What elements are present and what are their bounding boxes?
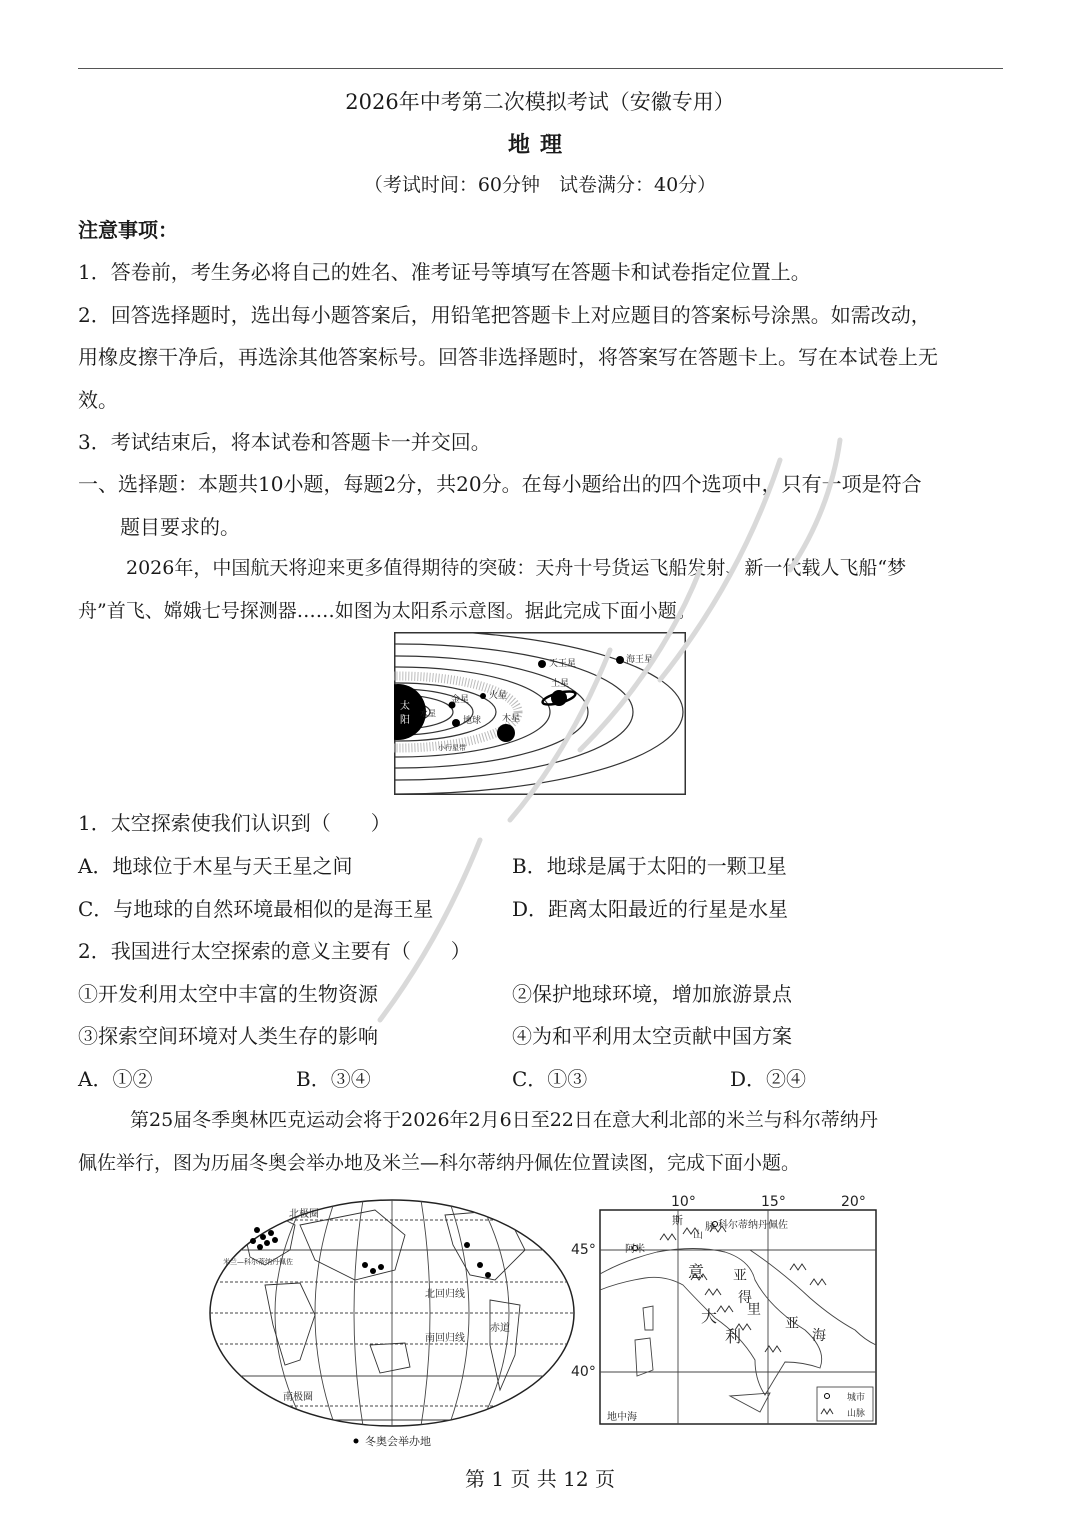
- notice-item-2-line-3: 效。: [78, 388, 118, 412]
- question-2-statement-1: ①开发利用太空中丰富的生物资源: [78, 982, 378, 1006]
- italy-label-3: 利: [725, 1327, 742, 1346]
- question-2-option-d[interactable]: D．②④: [730, 1067, 807, 1091]
- italy-label-2: 大: [701, 1307, 718, 1326]
- latitude-45-label: 45°: [571, 1242, 596, 1258]
- adriatic-label-4: 亚: [785, 1316, 799, 1332]
- host-dot: [264, 1240, 270, 1246]
- alps-label-1: 斯: [672, 1214, 683, 1227]
- earth-label: 地球: [463, 716, 482, 726]
- uranus-dot: [538, 660, 546, 668]
- adriatic-label-5: 海: [812, 1328, 826, 1344]
- question-2-option-a[interactable]: A．①②: [78, 1067, 153, 1091]
- host-dot: [250, 1238, 256, 1244]
- passage-1-line-2: 舟”首飞、嫦娥七号探测器……如图为太阳系示意图。据此完成下面小题。: [78, 600, 696, 622]
- host-dot: [477, 1262, 483, 1268]
- question-2-stem: 2．我国进行太空探索的意义主要有（ ）: [78, 939, 471, 963]
- notice-item-2-line-2: 用橡皮擦干净后，再选涂其他答案标号。回答非选择题时，将答案写在答题卡上。写在本试卷上无: [78, 345, 938, 369]
- question-2-option-c[interactable]: C．①③: [512, 1067, 588, 1091]
- host-dot: [464, 1242, 470, 1248]
- jupiter-label: 木星: [502, 714, 521, 724]
- page-footer: 第 1 页 共 12 页: [465, 1467, 615, 1491]
- jupiter-dot: [497, 724, 515, 742]
- antarctic-circle-label: 南极圈: [283, 1392, 313, 1403]
- subject-title: 地理: [507, 132, 572, 158]
- longitude-15-label: 15°: [761, 1194, 786, 1210]
- adriatic-label-3: 里: [747, 1302, 761, 1318]
- watermark-stroke: [790, 440, 840, 570]
- question-2-statement-2: ②保护地球环境，增加旅游景点: [512, 982, 792, 1006]
- arctic-circle-label: 北极圈: [289, 1209, 319, 1220]
- alps-label-2: 山: [693, 1230, 703, 1241]
- mercury-label: 水星: [420, 709, 436, 718]
- host-dot: [370, 1268, 376, 1274]
- section-heading-line-2: 题目要求的。: [120, 515, 240, 539]
- passage-1-line-1: 2026年，中国航天将迎来更多值得期待的突破：天舟十号货运飞船发射、新一代载人飞船“梦: [126, 557, 907, 579]
- alps-label-3: 脉: [705, 1222, 715, 1233]
- saturn-dot: [551, 690, 567, 706]
- notice-item-1: 1．答卷前，考生务必将自己的姓名、准考证号等填写在答题卡和试卷指定位置上。: [78, 260, 811, 284]
- question-1-stem: 1．太空探索使我们认识到（ ）: [78, 811, 391, 835]
- legend-city-label: 城市: [847, 1393, 866, 1403]
- exam-title: 2026年中考第二次模拟考试（安徽专用）: [345, 90, 735, 114]
- question-2-statement-3: ③探索空间环境对人类生存的影响: [78, 1024, 378, 1048]
- asteroid-belt-label: 小行星带: [438, 744, 466, 752]
- adriatic-label-2: 得: [738, 1290, 752, 1306]
- passage-2-line-1: 第25届冬季奥林匹克运动会将于2026年2月6日至22日在意大利北部的米兰与科尔蒂纳丹: [130, 1109, 878, 1131]
- host-dot: [378, 1264, 384, 1270]
- longitude-10-label: 10°: [671, 1194, 696, 1210]
- milan-cortina-label: 米兰—科尔蒂纳丹佩佐: [223, 1258, 293, 1266]
- neptune-label: 海王星: [626, 655, 654, 665]
- exam-time-info: （考试时间：60分钟 试卷满分：40分）: [363, 174, 717, 196]
- watermark-stroke: [380, 840, 480, 1020]
- question-1-option-d[interactable]: D．距离太阳最近的行星是水星: [512, 897, 789, 921]
- solar-system-figure: [394, 632, 686, 795]
- host-dot: [254, 1227, 260, 1233]
- neptune-dot: [616, 656, 624, 664]
- mediterranean-label: 地中海: [607, 1412, 637, 1423]
- legend-mountain-label: 山脉: [847, 1409, 866, 1419]
- passage-2-line-2: 佩佐举行，图为历届冬奥会举办地及米兰—科尔蒂纳丹佩佐位置读图，完成下面小题。: [78, 1152, 801, 1174]
- question-2-option-b[interactable]: B．③④: [296, 1067, 371, 1091]
- milan-label: 阿米: [625, 1244, 645, 1255]
- venus-label: 金星: [451, 695, 470, 705]
- host-dot: [485, 1272, 491, 1278]
- latitude-40-label: 40°: [571, 1364, 596, 1380]
- question-1-option-a[interactable]: A．地球位于木星与天王星之间: [78, 854, 353, 878]
- host-dot: [362, 1262, 368, 1268]
- host-dot: [268, 1230, 274, 1236]
- adriatic-label-1: 亚: [733, 1268, 747, 1284]
- question-2-statement-4: ④为和平利用太空贡献中国方案: [512, 1024, 792, 1048]
- mars-dot: [480, 693, 486, 699]
- notice-item-2-line-1: 2．回答选择题时，选出每小题答案后，用铅笔把答题卡上对应题目的答案标号涂黑。如需改动，: [78, 303, 931, 327]
- question-1-option-c[interactable]: C．与地球的自然环境最相似的是海王星: [78, 897, 434, 921]
- section-heading-line-1: 一、选择题：本题共10小题，每题2分，共20分。在每小题给出的四个选项中，只有一项是符合: [78, 472, 922, 496]
- sun-label-1: 太: [400, 701, 410, 712]
- sun-label-2: 阳: [400, 715, 410, 726]
- saturn-label: 土星: [551, 679, 570, 689]
- italy-map-figure: [565, 1190, 885, 1430]
- cortina-label: 科尔蒂纳丹佩佐: [718, 1220, 788, 1231]
- host-dot: [260, 1234, 266, 1240]
- legend-dot: [354, 1439, 359, 1444]
- top-divider: [78, 68, 1003, 69]
- longitude-20-label: 20°: [841, 1194, 866, 1210]
- host-dot: [257, 1244, 263, 1250]
- tropic-cancer-label: 北回归线: [425, 1289, 465, 1300]
- mars-label: 火星: [489, 691, 508, 701]
- notice-item-3: 3．考试结束后，将本试卷和答题卡一并交回。: [78, 430, 491, 454]
- earth-dot: [452, 719, 460, 727]
- uranus-label: 天王星: [549, 659, 577, 669]
- question-1-option-b[interactable]: B．地球是属于太阳的一颗卫星: [512, 854, 787, 878]
- tropic-capricorn-label: 南回归线: [425, 1333, 465, 1344]
- world-map-figure: [205, 1195, 580, 1455]
- notice-heading: 注意事项：: [78, 218, 178, 242]
- equator-label: 赤道: [490, 1323, 510, 1334]
- world-map-legend: 冬奥会举办地: [365, 1435, 431, 1448]
- italy-label-1: 意: [688, 1262, 705, 1281]
- host-dot: [272, 1237, 278, 1243]
